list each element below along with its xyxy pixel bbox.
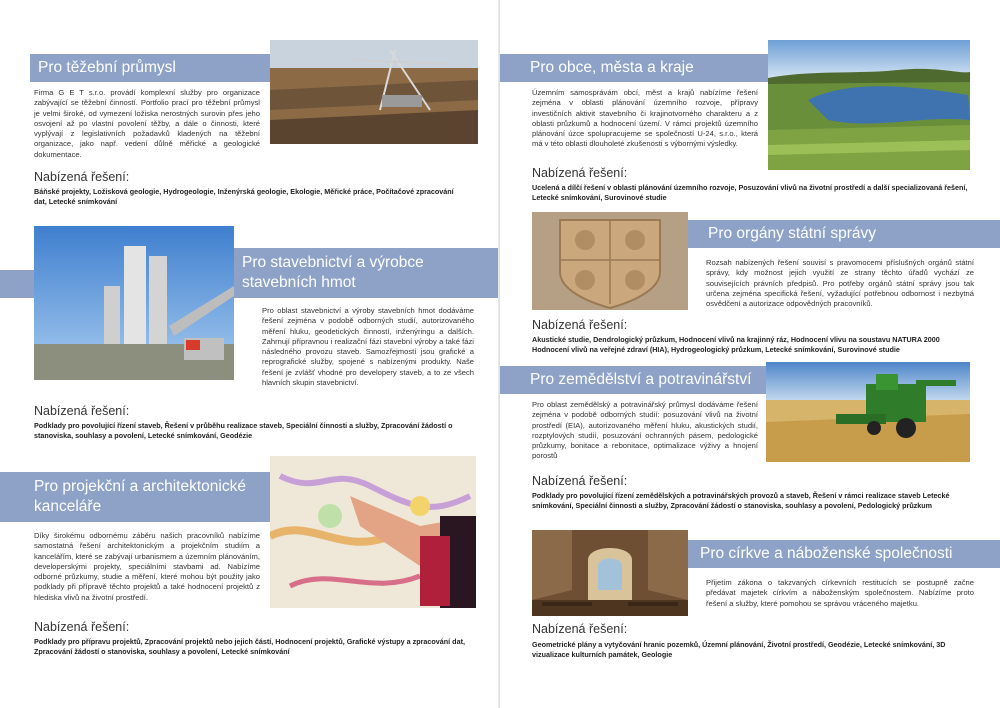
solutions-list: Akustické studie, Dendrologický průzkum, Hodnocení vlivů na krajinný ráz, Hodnocení vlivu na soustavu NATURA 2000 Hodnocení vlivů na veřejné zdraví (HIA), Hydrogeologický průzkum, Letecké snímkování, Surovinové studie [532, 335, 940, 354]
section-text: Pro oblast zemědělský a potravinářský průmysl dodáváme řešení zejména v podobě odborných studií: posuzování vlivů na životní prostředí (EIA), autorizovaného měření hluku, akustických studií, rozptylových studií, posuzování ochranných pásem, pedologické průzkumy, bonitace a rebonitace, optimalizace výživy a hnojení porostů [532, 400, 758, 461]
solutions-list: Podklady pro přípravu projektů, Zpracování projektů nebo jejich částí, Hodnocení projektů, Grafické výstupy a zpracování dat, Zpracování žádostí o stanoviska, souhlasy a povolení, Letecké snímkování [34, 637, 465, 656]
section-text: Rozsah nabízených řešení souvisí s pravomocemi příslušných orgánů státní správy, kdy možnost jejich využití ze strany těchto úřadů vychází ze souvisejících právních předpisů. Pro potřeby orgánů státní správy jsou tak určena zejména specifická řešení, vyžadující potřebnou odbornost i nezbytná osvědčení a autorizace odpovědných pracovníků. [706, 258, 974, 309]
right-page [500, 0, 1000, 708]
section-title: Pro obce, města a kraje [530, 59, 694, 76]
harvester-photo [766, 362, 970, 462]
solutions-heading: Nabízená řešení: [532, 166, 628, 180]
landscape-photo [768, 40, 970, 170]
section-text: Firma G E T s.r.o. provádí komplexní služby pro organizace zabývající se těžební činností. Portfolio prací pro těžební průmysl je velmi široké, od vymezení ložiska nerostných surovin přes jeho osvojení až po vlastní povolení těžby, a dále o činnosti, které vyplývají z legislativních požadavků kladených na těžební organizace, jako např. vedení důlně měřické a geologické dokumentace. [34, 88, 260, 159]
section-title-band [234, 248, 500, 298]
section-text: Přijetím zákona o takzvaných církevních restitucích se postupně začne předávat majetek církvím a náboženským společnostem. Nabízíme proto řešení a služby, které pomohou se správou vráceného majetku. [706, 578, 974, 608]
section-title-band [30, 54, 270, 82]
section-title: Pro těžební průmysl [38, 59, 176, 76]
map-hand-photo [270, 456, 476, 608]
section-title: Pro stavebnictví a výrobce stavebních hmot [242, 254, 424, 291]
section-title: Pro orgány státní správy [708, 225, 876, 242]
mining-photo [270, 40, 478, 144]
section-title-band [688, 220, 1000, 248]
solutions-heading: Nabízená řešení: [532, 622, 628, 636]
solutions-heading: Nabízená řešení: [532, 318, 628, 332]
solutions-heading: Nabízená řešení: [34, 404, 130, 418]
concrete-plant-photo [34, 226, 234, 380]
section-text: Pro oblast stavebnictví a výroby stavebních hmot dodáváme řešení zejména v podobě odborných studií, autorizovaného měření hluku, geodetických činností, inženýringu a dalších. Zahrnují přípravnou i realizační fázi stavební výroby a také fázi následného provozu staveb. Samozřejmostí jsou grafické a reprografické služby, spojené s nabízenými produkty. Naše řešení je zvlášť vhodné pro developery staveb, a to ze všech hlavních skupin stavebnictví. [262, 306, 474, 388]
church-interior-photo [532, 530, 688, 616]
section-title-band [0, 472, 270, 522]
section-title: Pro církve a náboženské společnosti [700, 545, 953, 562]
solutions-heading: Nabízená řešení: [532, 474, 628, 488]
solutions-list: Podklady pro povolující řízení zemědělských a potravinářských provozů a staveb, Řešení v rámci realizace staveb Letecké snímkování, Speciální činnosti a služby, Zpracování žádostí o stanoviska, souhlasy a povolení, Pedologický průzkum [532, 491, 950, 510]
section-title-band [688, 540, 1000, 568]
solutions-heading: Nabízená řešení: [34, 170, 130, 184]
section-title: Pro zemědělství a potravinářství [530, 371, 752, 388]
coat-of-arms-photo [532, 212, 688, 310]
solutions-list: Báňské projekty, Ložisková geologie, Hydrogeologie, Inženýrská geologie, Ekologie, Měřické práce, Počítačové zpracování dat, Letecké snímkování [34, 187, 454, 206]
section-tab [0, 270, 34, 298]
solutions-heading: Nabízená řešení: [34, 620, 130, 634]
solutions-list: Ucelená a dílčí řešení v oblasti plánování územního rozvoje, Posuzování vlivů na životní prostředí a další specializovaná řešení, Letecké snímkování, Surovinové studie [532, 183, 968, 202]
solutions-list: Podklady pro povolující řízení staveb, Řešení v průběhu realizace staveb, Speciální činnosti a služby, Zpracování žádostí o stanoviska, souhlasy a povolení, Letecké snímkování, Geodézie [34, 421, 453, 440]
section-title-band [500, 54, 768, 82]
section-text: Územním samosprávám obcí, měst a krajů nabízíme řešení zejména v oblasti plánování územního rozvoje, přípravy investičních aktivit stavebního či krajinotvorného charakteru a z oblasti průzkumů a hodnocení území. V rámci projektů územního plánování úzce spolupracujeme se společností U-24, s.r.o., která má v této oblasti dlouholeté zkušenosti s výbornými výsledky. [532, 88, 758, 149]
solutions-list: Geometrické plány a vytyčování hranic pozemků, Územní plánování, Životní prostředí, Geodézie, Letecké snímkování, 3D vizualizace kulturních památek, Geologie [532, 640, 946, 659]
section-title-band [500, 366, 766, 394]
section-title: Pro projekční a architektonické kanceláře [34, 478, 246, 515]
section-text: Díky širokému odbornému záběru našich pracovníků nabízíme samostatná řešení architektonickým a projekčním studiím a kancelářím, které se zabývají urbanismem a územním plánováním, developerskými projekty, speciálními stavbami ad. Nabízíme odborné průzkumy, studie a měření, které mohou být použity jako podklady při přípravě těchto projektů a také hodnocení projektů z hlediska vlivů na životní prostředí. [34, 531, 260, 602]
